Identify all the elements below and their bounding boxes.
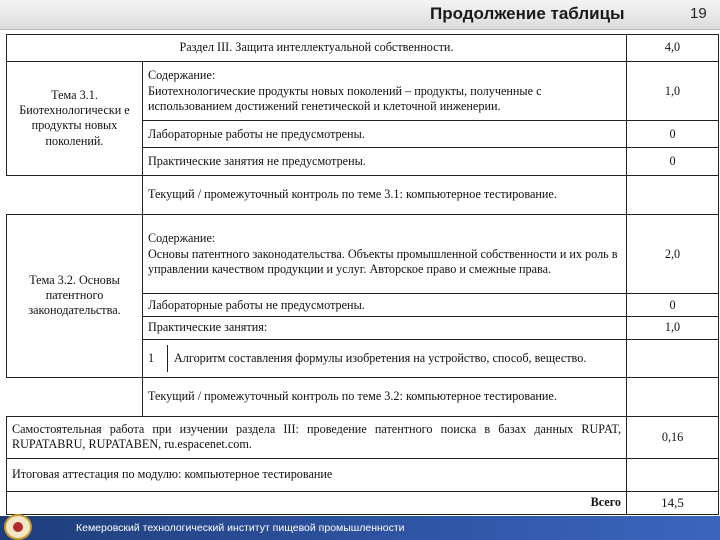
topic-3-1-content [143,62,627,121]
topic-3-1-name: Тема 3.1. Биотехнологически е продукты новых поколений. [7,62,143,175]
practice-item-text: Алгоритм составления формулы изобретения на устройство, способ, вещество. [174,350,587,365]
self-study-hours: 0,16 [627,417,719,459]
topic-3-2-name: Тема 3.2. Основы патентного законодательства. [7,215,143,377]
slide-header [0,0,720,30]
content-label: Содержание: [148,68,216,83]
practice-item [143,340,627,377]
topic-3-2-labs: Лабораторные работы не предусмотрены. [143,294,627,317]
topic-3-1-control: Текущий / промежуточный контроль по теме 3.1: компьютерное тестирование. [143,175,627,215]
table-row [7,417,719,459]
section-hours: 4,0 [627,35,719,62]
table-row [7,458,719,491]
self-study: Самостоятельная работа при изучении раздела III: проведение патентного поиска в базах данных RUPAT, RUPATABRU, RUPATABEN, ru.espacenet.com. [7,417,627,459]
total-label: Всего [7,492,627,515]
page-number: 19 [690,5,707,22]
topic-3-1-practice-hours: 0 [627,148,719,175]
header-title: Продолжение таблицы [430,4,625,23]
table-row [7,62,719,121]
practice-item-number: 1 [148,345,168,372]
topic-3-1-content-hours: 1,0 [627,62,719,121]
footer-institute: Кемеровский технологический институт пищевой промышленности [76,522,405,534]
topic-3-2-content [143,215,627,294]
table-row [7,35,719,62]
topic-3-2-content-hours: 2,0 [627,215,719,294]
topic-3-1-labs-hours: 0 [627,121,719,148]
content-text: Биотехнологические продукты новых поколений – продукты, полученные с использованием достижений генетической и клеточной инженерии. [148,83,542,113]
content-label: Содержание: [148,231,216,246]
footer-bar [0,516,720,540]
section-title: Раздел III. Защита интеллектуальной собственности. [7,35,627,62]
topic-3-2-practice: Практические занятия: [143,317,627,340]
topic-3-1-labs: Лабораторные работы не предусмотрены. [143,121,627,148]
institute-logo-icon [4,514,32,540]
table-row [7,492,719,515]
topic-3-2-practice-hours: 1,0 [627,317,719,340]
content-text: Основы патентного законодательства. Объекты промышленной собственности и их роль в управлении качеством продукции и услуг. Авторское право и смежные права. [148,246,618,276]
table-row [7,175,719,215]
total-hours: 14,5 [627,492,719,515]
topic-3-2-labs-hours: 0 [627,294,719,317]
table-row [7,377,719,417]
curriculum-table [6,34,719,515]
topic-3-1-practice: Практические занятия не предусмотрены. [143,148,627,175]
topic-3-2-control: Текущий / промежуточный контроль по теме 3.2: компьютерное тестирование. [143,377,627,417]
table-row [7,215,719,294]
final-assessment: Итоговая аттестация по модулю: компьютерное тестирование [7,458,627,491]
